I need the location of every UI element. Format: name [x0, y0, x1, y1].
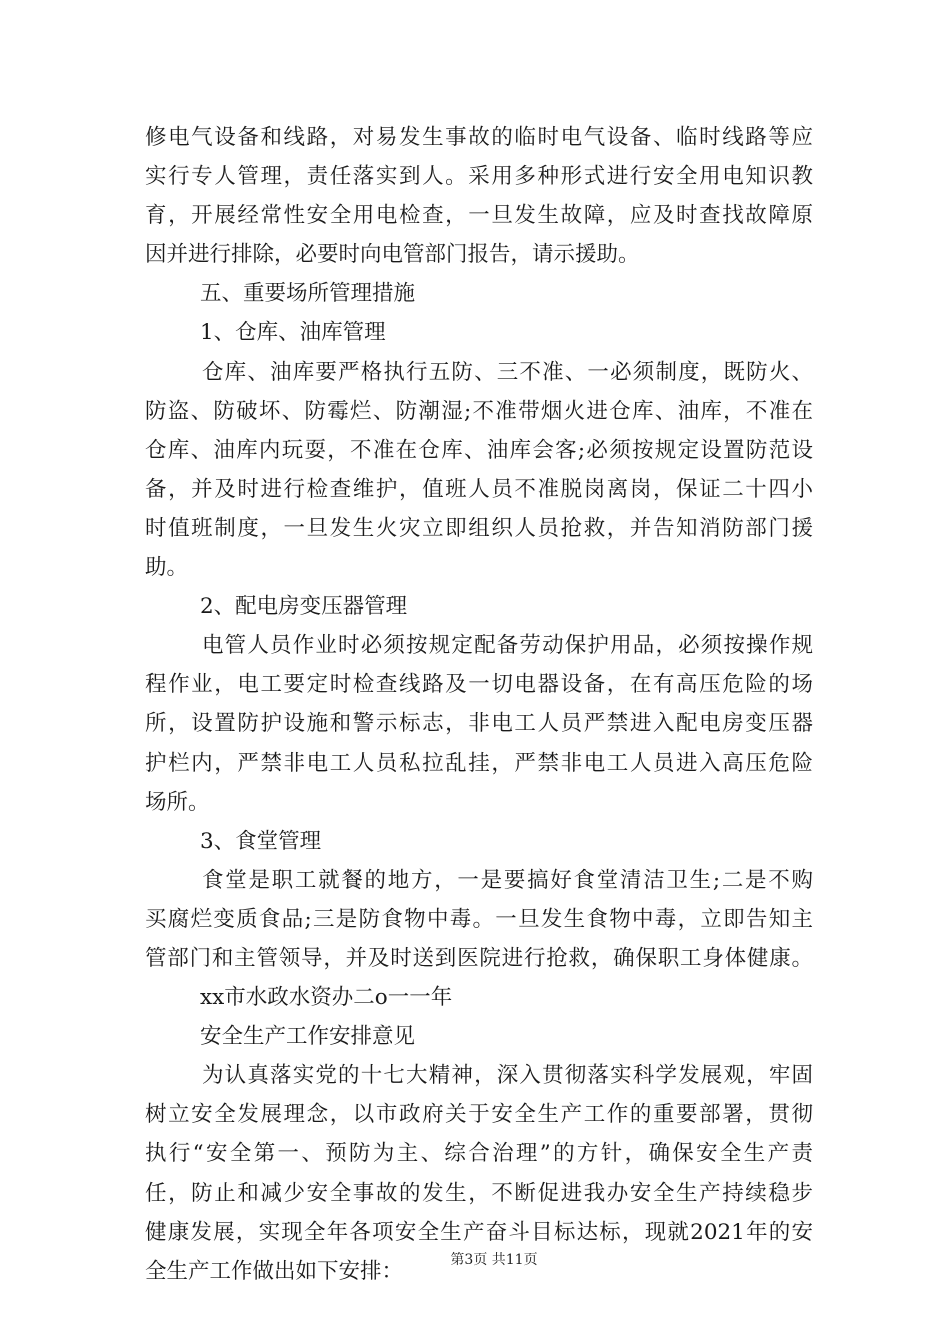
paragraph-line: 时值班制度，一旦发生火灾立即组织人员抢救，并告知消防部门援 — [145, 515, 813, 541]
document-title: 安全生产工作安排意见 — [200, 1024, 416, 1050]
footer-suffix: 页 — [523, 1252, 538, 1268]
paragraph-line: 执行“安全第一、预防为主、综合治理”的方针，确保安全生产责 — [145, 1141, 813, 1167]
subsection-heading: 2、配电房变压器管理 — [200, 594, 408, 620]
paragraph-line: 为认真落实党的十七大精神，深入贯彻落实科学发展观，牢固 — [202, 1063, 813, 1089]
paragraph-line: 健康发展，实现全年各项安全生产奋斗目标达标，现就2021年的安 — [145, 1219, 813, 1245]
paragraph-line: 全生产工作做出如下安排： — [145, 1258, 404, 1284]
footer-total-pages: 11 — [505, 1252, 524, 1268]
paragraph-line: 程作业，电工要定时检查线路及一切电器设备，在有高压危险的场 — [145, 672, 813, 698]
section-heading: 五、重要场所管理措施 — [200, 281, 416, 307]
paragraph-line: 树立安全发展理念，以市政府关于安全生产工作的重要部署，贯彻 — [145, 1102, 813, 1128]
paragraph-line: 仓库、油库内玩耍，不准在仓库、油库会客;必须按规定设置防范设 — [145, 437, 813, 463]
paragraph-line: 电管人员作业时必须按规定配备劳动保护用品，必须按操作规 — [202, 633, 813, 659]
footer-prefix: 第 — [450, 1252, 465, 1268]
paragraph-line: 管部门和主管领导，并及时送到医院进行抢救，确保职工身体健康。 — [145, 945, 813, 971]
paragraph-line: 防盗、防破坏、防霉烂、防潮湿;不准带烟火进仓库、油库，不准在 — [145, 398, 813, 424]
subsection-heading: 3、食堂管理 — [200, 828, 322, 854]
page-footer — [0, 1251, 950, 1269]
paragraph-line: 实行专人管理，责任落实到人。采用多种形式进行安全用电知识教 — [145, 164, 813, 190]
paragraph-line: 场所。 — [145, 789, 210, 815]
paragraph-line: 修电气设备和线路，对易发生事故的临时电气设备、临时线路等应 — [145, 125, 813, 150]
paragraph-line: 所，设置防护设施和警示标志，非电工人员严禁进入配电房变压器 — [145, 711, 813, 737]
paragraph-line: 助。 — [145, 555, 189, 581]
paragraph-line: 买腐烂变质食品;三是防食物中毒。一旦发生食物中毒，立即告知主 — [145, 906, 813, 932]
paragraph-line: 任，防止和减少安全事故的发生，不断促进我办安全生产持续稳步 — [145, 1180, 813, 1206]
subsection-heading: 1、仓库、油库管理 — [200, 320, 386, 346]
paragraph-line: 育，开展经常性安全用电检查，一旦发生故障，应及时查找故障原 — [145, 203, 813, 229]
paragraph-line: 护栏内，严禁非电工人员私拉乱挂，严禁非电工人员进入高压危险 — [145, 750, 813, 776]
document-body — [145, 118, 813, 1291]
paragraph-line: 因并进行排除，必要时向电管部门报告，请示援助。 — [145, 242, 640, 268]
paragraph-line: 备，并及时进行检查维护，值班人员不准脱岗离岗，保证二十四小 — [145, 476, 813, 502]
paragraph-line: 食堂是职工就餐的地方，一是要搞好食堂清洁卫生;二是不购 — [202, 867, 813, 893]
footer-middle: 页 共 — [473, 1252, 506, 1268]
organization-line: xx市水政水资办二o一一年 — [200, 985, 453, 1011]
footer-page-number: 3 — [464, 1252, 474, 1268]
paragraph-line: 仓库、油库要严格执行五防、三不准、一必须制度，既防火、 — [202, 359, 813, 385]
